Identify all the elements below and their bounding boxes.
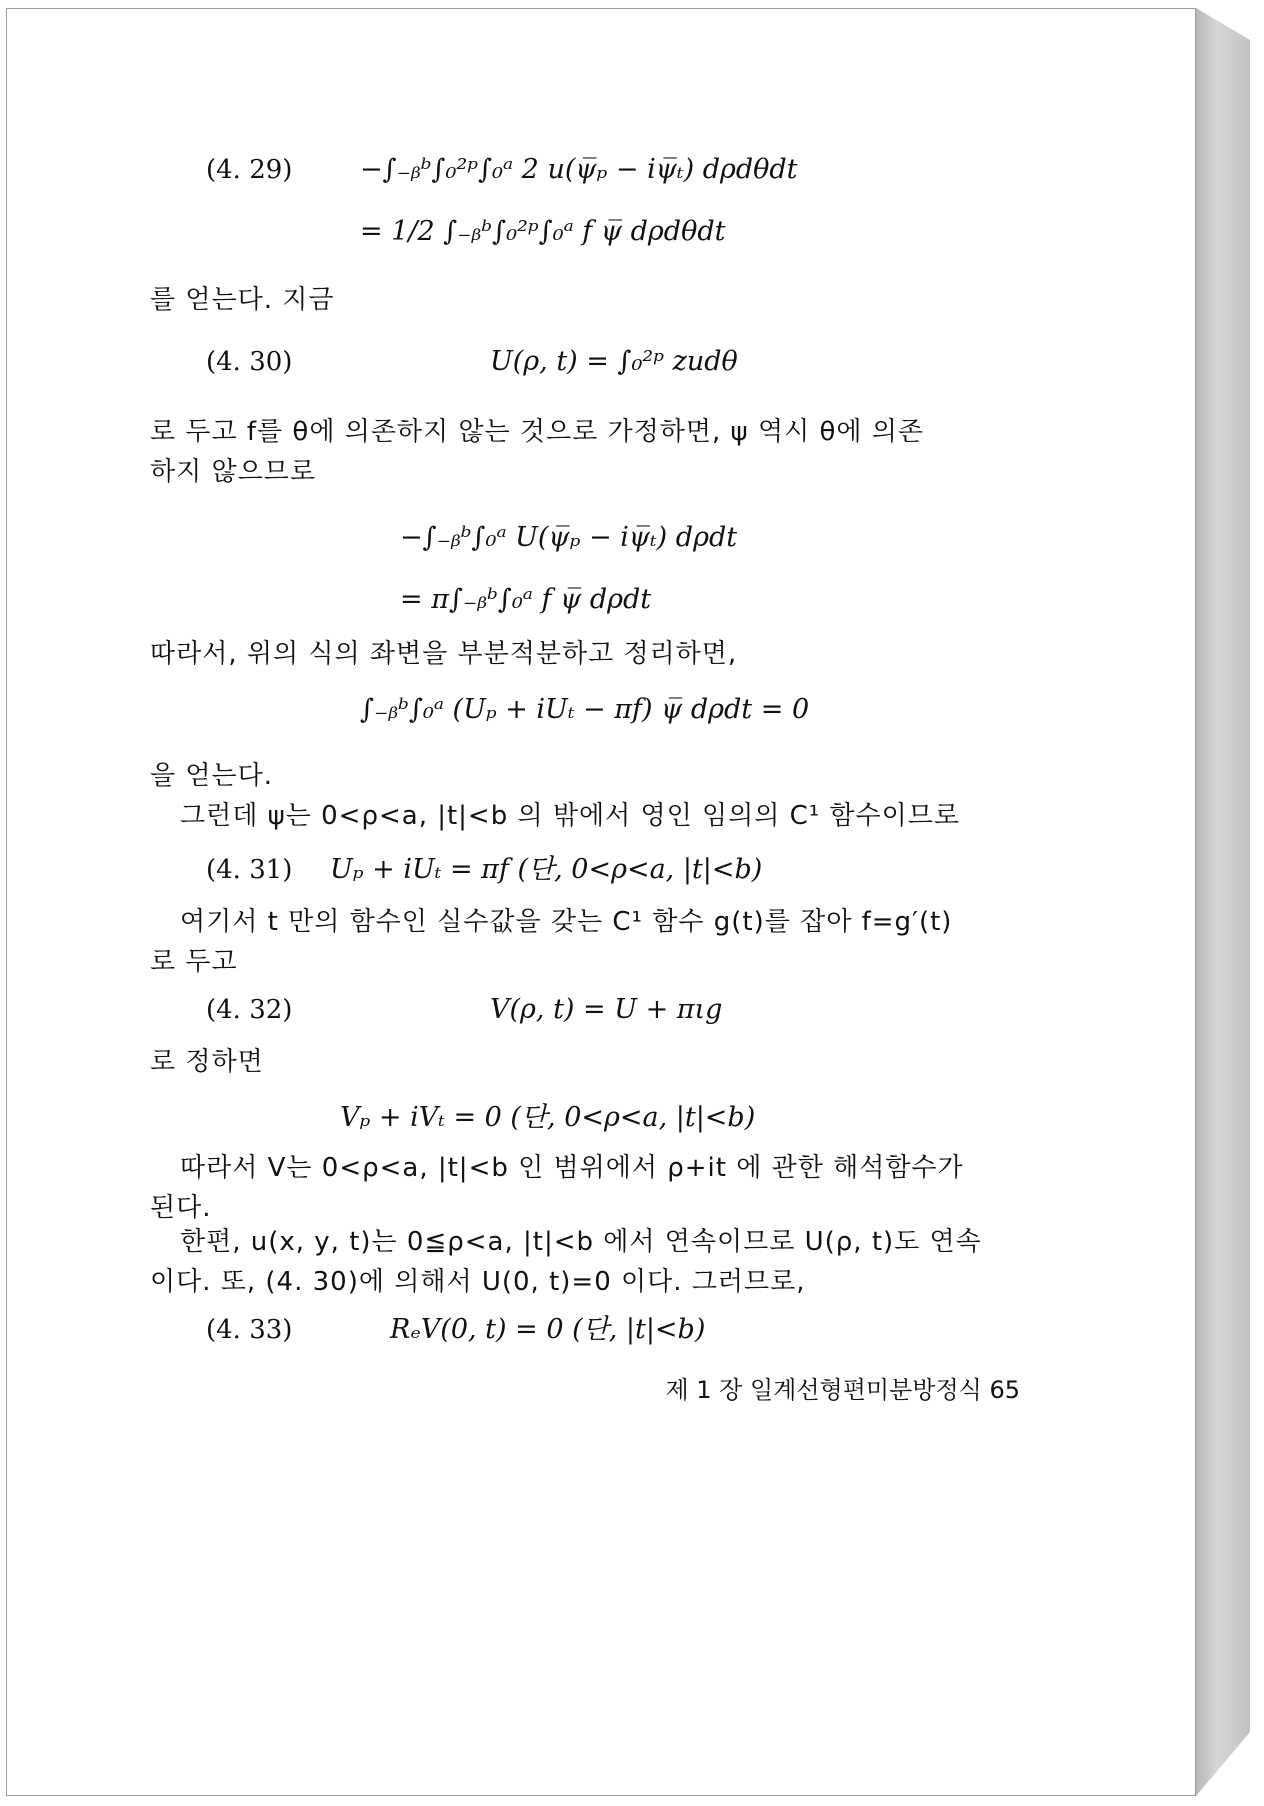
equation-line: = π∫₋ᵦᵇ∫₀ᵃ f ψ̅ dρdt bbox=[400, 584, 652, 615]
equation-line: ∫₋ᵦᵇ∫₀ᵃ (Uₚ + iUₜ − πf) ψ̅ dρdt = 0 bbox=[360, 694, 810, 725]
paragraph: 이다. 또, (4. 30)에 의해서 U(0, t)=0 이다. 그러므로, bbox=[150, 1267, 806, 1297]
paragraph: 여기서 t 만의 함수인 실수값을 갖는 C¹ 함수 g(t)를 잡아 f=g′(t) bbox=[180, 907, 953, 937]
equation-line: Vₚ + iVₜ = 0 (단, 0<ρ<a, |t|<b) bbox=[340, 1102, 756, 1133]
equation-line: −∫₋ᵦᵇ∫₀²ᵖ∫₀ᵃ 2 u(ψ̅ₚ − iψ̅ₜ) dρdθdt bbox=[360, 154, 798, 185]
equation-line: V(ρ, t) = U + πιg bbox=[490, 994, 723, 1025]
paragraph: 그런데 ψ는 0<ρ<a, |t|<b 의 밖에서 영인 임의의 C¹ 함수이므로 bbox=[180, 801, 961, 831]
equation-label: (4. 31) bbox=[206, 855, 293, 885]
paragraph: 를 얻는다. 지금 bbox=[150, 285, 335, 315]
equation-label: (4. 30) bbox=[206, 347, 293, 377]
paragraph: 된다. bbox=[150, 1193, 212, 1223]
equation-line: Uₚ + iUₜ = πf (단, 0<ρ<a, |t|<b) bbox=[330, 854, 763, 885]
paragraph: 따라서, 위의 식의 좌변을 부분적분하고 정리하면, bbox=[150, 639, 738, 669]
paragraph: 하지 않으므로 bbox=[150, 457, 316, 487]
equation-line: RₑV(0, t) = 0 (단, |t|<b) bbox=[390, 1314, 706, 1345]
equation-line: U(ρ, t) = ∫₀²ᵖ zudθ bbox=[490, 346, 738, 377]
paragraph: 로 정하면 bbox=[150, 1047, 264, 1077]
equation-label: (4. 32) bbox=[206, 995, 293, 1025]
equation-line: −∫₋ᵦᵇ∫₀ᵃ U(ψ̅ₚ − iψ̅ₜ) dρdt bbox=[400, 522, 738, 553]
equation-line: = 1/2 ∫₋ᵦᵇ∫₀²ᵖ∫₀ᵃ f ψ̅ dρdθdt bbox=[360, 216, 726, 247]
paragraph: 을 얻는다. bbox=[150, 761, 273, 791]
paragraph: 따라서 V는 0<ρ<a, |t|<b 인 범위에서 ρ+it 에 관한 해석함수가 bbox=[180, 1153, 964, 1183]
equation-label: (4. 33) bbox=[206, 1315, 293, 1345]
book-spine bbox=[1196, 8, 1250, 1796]
paragraph: 한편, u(x, y, t)는 0≦ρ<a, |t|<b 에서 연속이므로 U(ρ, t)도 연속 bbox=[180, 1227, 982, 1257]
equation-label: (4. 29) bbox=[206, 155, 293, 185]
page-footer: 제 1 장 일계선형편미분방정식 65 bbox=[665, 1376, 1020, 1404]
paragraph: 로 두고 bbox=[150, 947, 238, 977]
paragraph: 로 두고 f를 θ에 의존하지 않는 것으로 가정하면, ψ 역시 θ에 의존 bbox=[150, 417, 924, 447]
